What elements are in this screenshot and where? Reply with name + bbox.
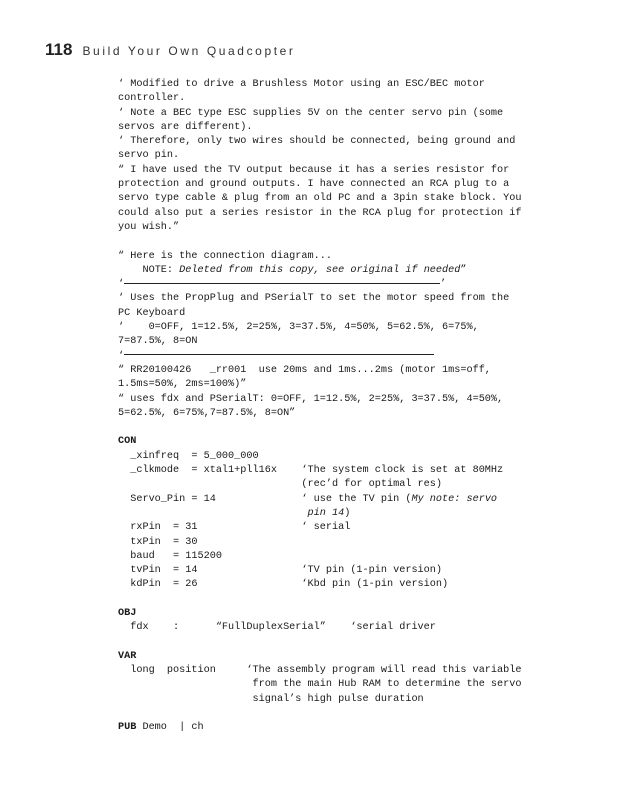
code-segment: Servo_Pin = 14 ‘ use the TV pin ( — [118, 493, 412, 505]
page-header — [45, 40, 296, 62]
comment-line: PC Keyboard — [118, 307, 186, 319]
code-line — [118, 507, 558, 521]
rule-end-mark: ’ — [440, 279, 447, 291]
comment-line: servo type cable & plug from an old PC and a 3pin stake block. You — [118, 193, 522, 205]
comment-line: ‘ Modified to drive a Brushless Motor using an ESC/BEC motor — [118, 79, 485, 90]
blank-line — [118, 235, 558, 249]
comment-line: servo pin. — [118, 150, 180, 162]
code-line: kdPin = 26 ‘Kbd pin (1-pin version) — [118, 579, 449, 591]
italic-note: My note: servo — [411, 493, 498, 505]
code-line: fdx : “FullDuplexSerial” ‘serial driver — [118, 622, 436, 634]
code-segment — [118, 508, 308, 519]
comment-line: protection and ground outputs. I have connected an RCA plug to a — [118, 179, 510, 191]
pub-keyword: PUB — [118, 722, 137, 734]
blank-line — [118, 421, 558, 435]
horizontal-rule — [124, 283, 440, 284]
comment-line: 7=87.5%, 8=ON — [118, 336, 198, 348]
italic-note: pin 14 — [307, 507, 345, 519]
var-keyword: VAR — [118, 650, 137, 662]
comment-line: 5=62.5%, 6=75%,7=87.5%, 8=ON” — [118, 407, 296, 419]
note-label: NOTE: — [142, 264, 180, 276]
code-listing — [118, 78, 558, 736]
rule-start-mark: ‘ — [118, 279, 125, 291]
rule-line — [118, 278, 558, 292]
con-keyword: CON — [118, 436, 137, 448]
comment-line: ‘ Therefore, only two wires should be connected, being ground and — [118, 136, 516, 148]
comment-line: ‘ Note a BEC type ESC supplies 5V on the center servo pin (some — [118, 107, 504, 119]
comment-line: you wish.” — [118, 221, 180, 233]
code-segment: ) — [344, 507, 351, 519]
comment-line: could also put a series resistor in the RCA plug for protection if — [118, 207, 522, 219]
comment-line: 1.5ms=50%, 2ms=100%)” — [118, 379, 247, 391]
rule-start-mark: ‘ — [118, 350, 125, 362]
note-close: ” — [460, 264, 467, 276]
obj-keyword: OBJ — [118, 607, 137, 619]
code-line: signal’s high pulse duration — [118, 693, 424, 705]
blank-line — [118, 636, 558, 650]
code-line: tvPin = 14 ‘TV pin (1-pin version) — [118, 565, 443, 577]
code-line — [118, 493, 558, 507]
comment-line: ‘ Uses the PropPlug and PSerialT to set the motor speed from the — [118, 293, 510, 305]
comment-line: controller. — [118, 93, 186, 105]
page-number: 118 — [45, 40, 73, 59]
rule-line — [118, 350, 558, 364]
comment-line: ‘ 0=OFF, 1=12.5%, 2=25%, 3=37.5%, 4=50%, 5=62.5%, 6=75%, — [118, 322, 479, 334]
code-line: txPin = 30 — [118, 536, 198, 548]
code-line: rxPin = 31 ‘ serial — [118, 522, 351, 534]
comment-line: servos are different). — [118, 121, 253, 133]
blank-line — [118, 593, 558, 607]
comment-line: “ I have used the TV output because it has a series resistor for — [118, 164, 510, 176]
code-line: (rec’d for optimal res) — [118, 479, 443, 491]
pub-line — [118, 721, 558, 735]
comment-line: “ RR20100426 _rr001 use 20ms and 1ms...2ms (motor 1ms=off, — [118, 364, 491, 376]
running-title: Build Your Own Quadcopter — [82, 44, 296, 58]
code-line: baud = 115200 — [118, 550, 222, 562]
pub-signature: Demo | ch — [136, 722, 204, 734]
code-line: from the main Hub RAM to determine the servo — [118, 679, 522, 691]
code-line: _clkmode = xtal1+pll16x ‘The system clock is set at 80MHz — [118, 465, 504, 477]
comment-line: “ Here is the connection diagram... — [118, 250, 332, 262]
blank-line — [118, 707, 558, 721]
horizontal-rule — [124, 354, 434, 355]
code-line: long position ‘The assembly program will read this variable — [118, 665, 522, 677]
note-text: Deleted from this copy, see original if needed — [179, 264, 461, 276]
comment-line: “ uses fdx and PSerialT: 0=OFF, 1=12.5%, 2=25%, 3=37.5%, 4=50%, — [118, 393, 504, 405]
note-line — [118, 264, 558, 278]
code-line: _xinfreq = 5_000_000 — [118, 450, 259, 462]
